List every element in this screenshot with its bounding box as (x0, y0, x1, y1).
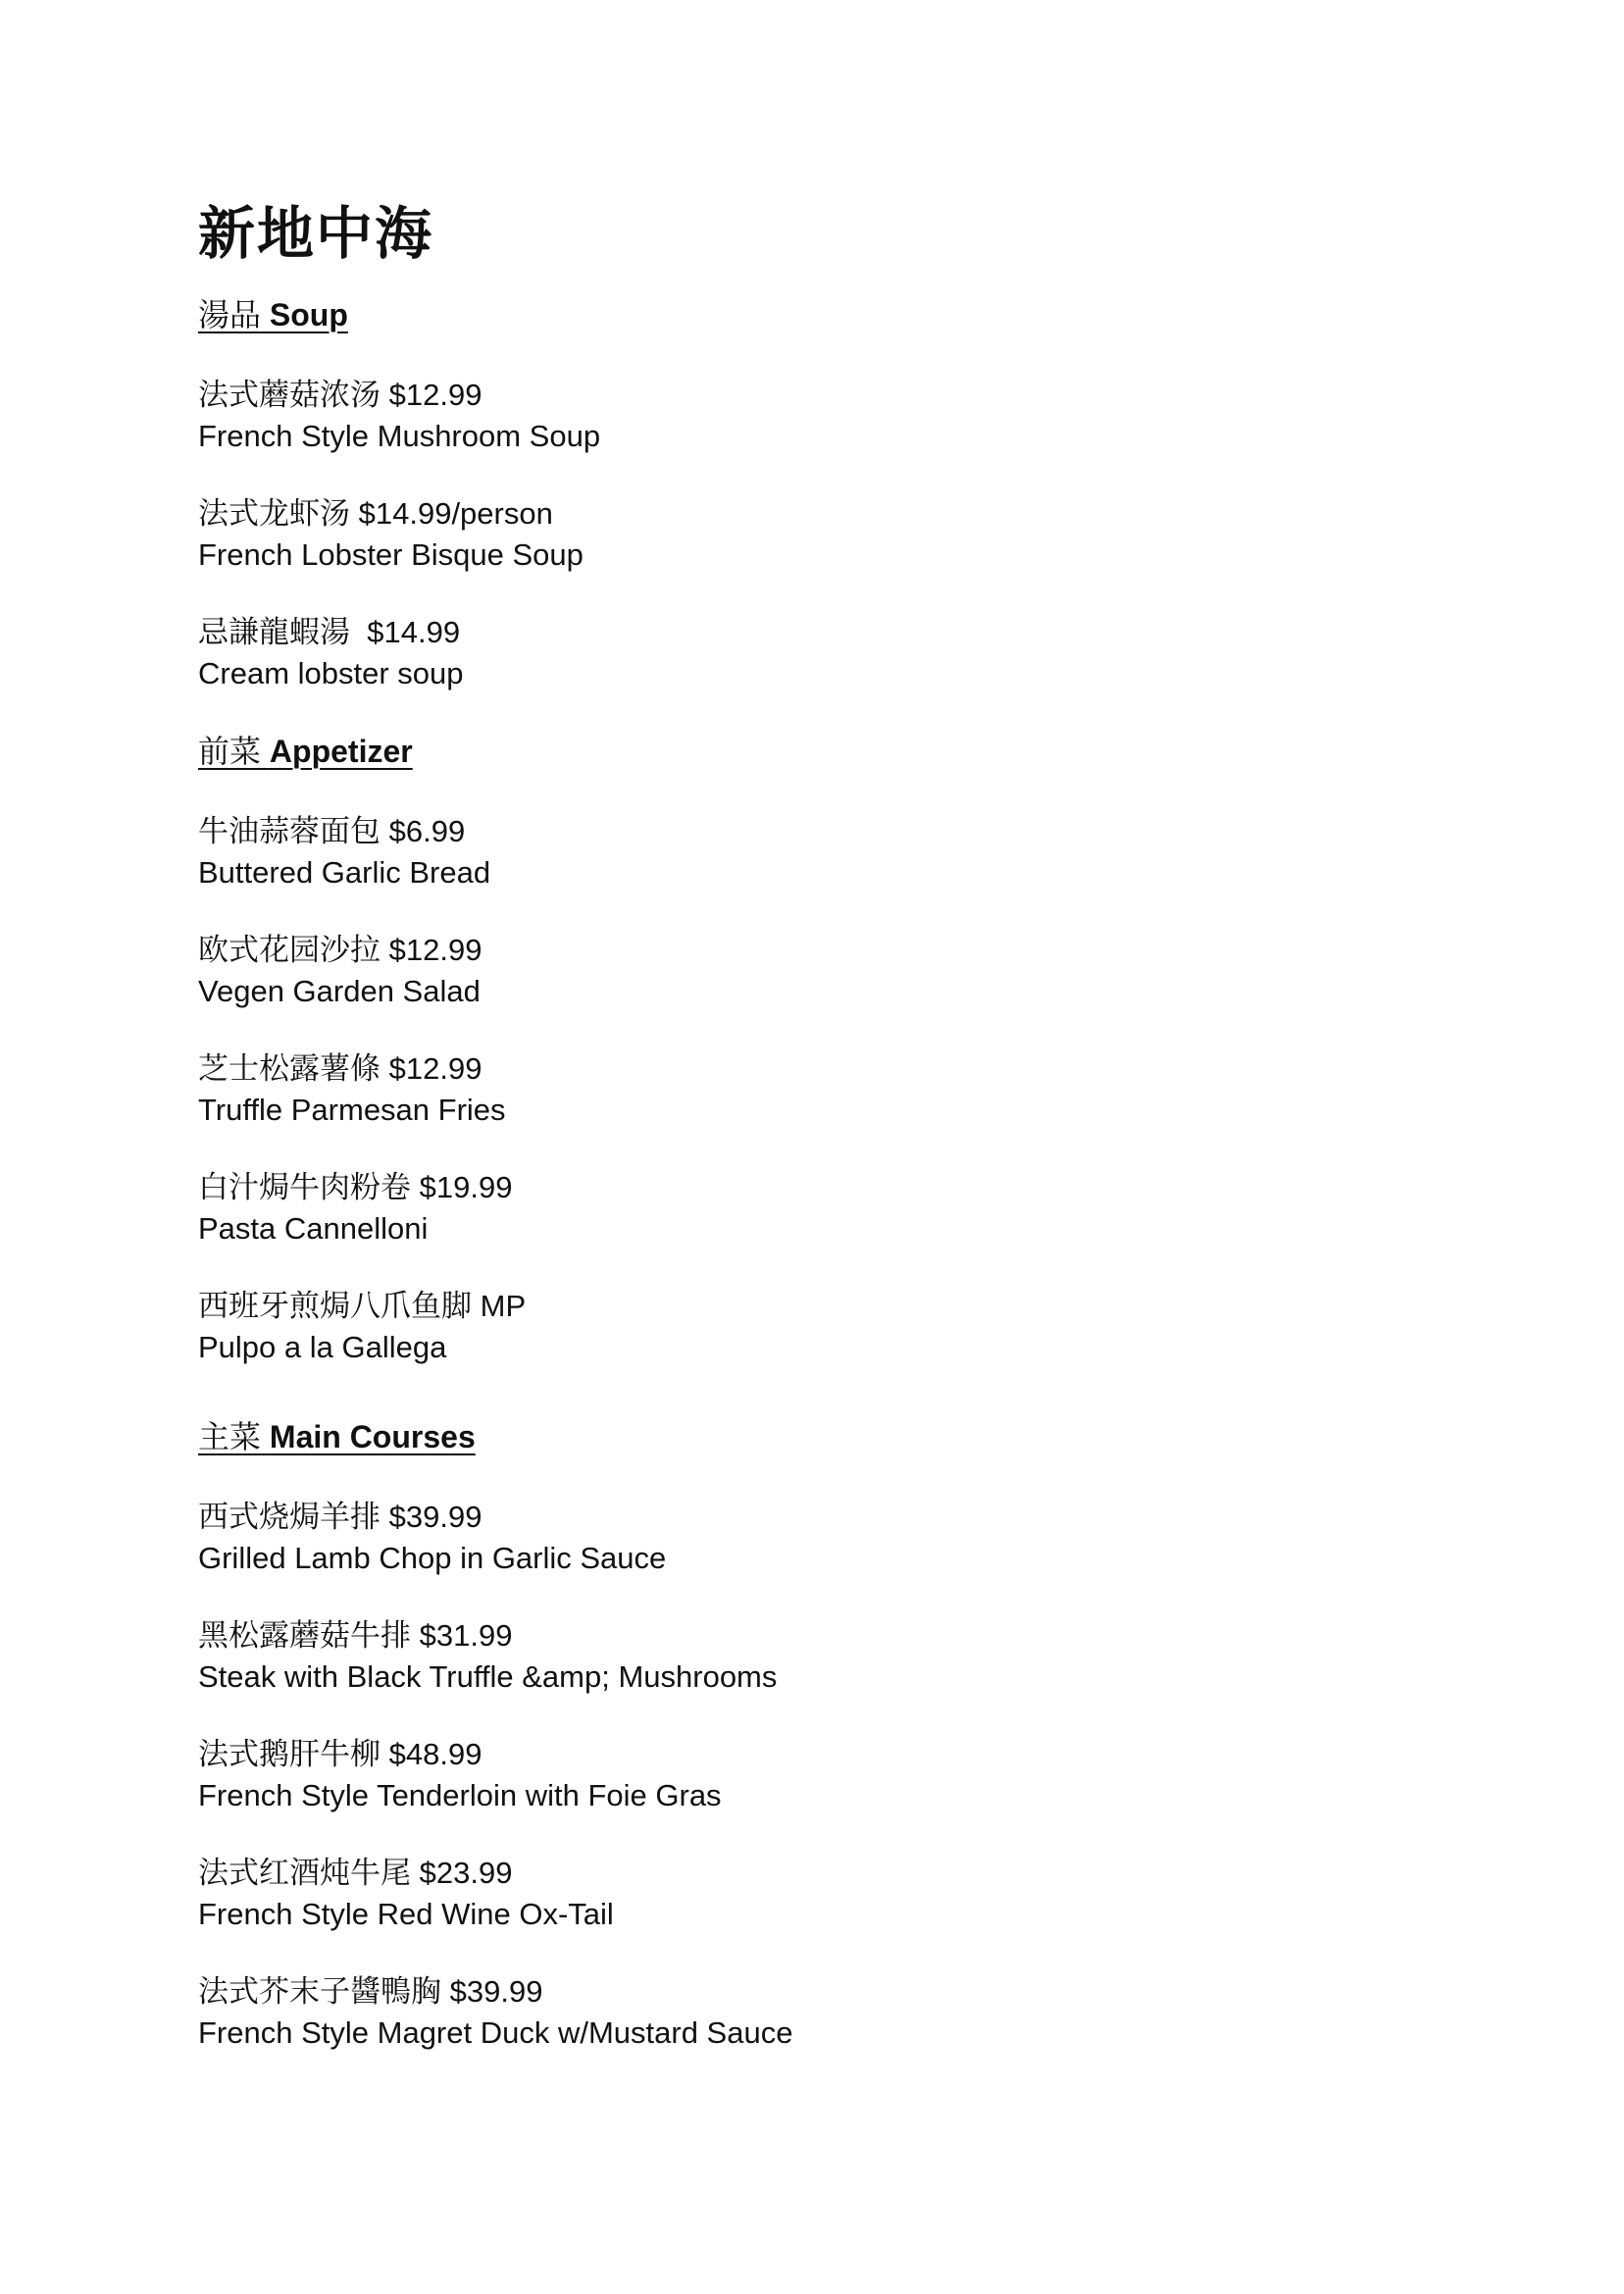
menu-item (198, 1734, 1473, 1815)
menu-item-price: $14.99/person (358, 496, 553, 531)
menu-item-price: MP (480, 1289, 527, 1323)
menu-item-name-zh: 牛油蒜蓉面包 (198, 814, 381, 849)
menu-item (198, 1615, 1473, 1697)
section-heading-zh: 主菜 (198, 1418, 262, 1455)
menu-item-name-en: French Style Tenderloin with Foie Gras (198, 1778, 722, 1812)
menu-item (198, 1971, 1473, 2053)
menu-item-name-zh: 法式芥末子醬鴨胸 (198, 1974, 441, 2010)
section-heading-en: Soup (269, 297, 348, 332)
section-heading-en: Main Courses (269, 1419, 476, 1454)
menu-item-name-en: Cream lobster soup (198, 656, 464, 690)
menu-item-name-en: Grilled Lamb Chop in Garlic Sauce (198, 1541, 667, 1575)
menu-item-name-en: Buttered Garlic Bread (198, 855, 491, 890)
section-soup (198, 294, 1473, 693)
menu-item-price: $39.99 (388, 1500, 482, 1534)
section-heading (198, 294, 1473, 335)
menu-item-name-en: French Style Red Wine Ox-Tail (198, 1897, 614, 1931)
menu-item-name-zh: 芝士松露薯條 (198, 1051, 381, 1087)
menu-item-name-zh: 忌謙龍蝦湯 (198, 615, 350, 650)
menu-item-price: $23.99 (419, 1856, 513, 1890)
menu-item (198, 1167, 1473, 1249)
section-heading (198, 731, 1473, 772)
menu-item-name-zh: 法式龙虾汤 (198, 496, 350, 532)
menu-item-price: $19.99 (419, 1170, 513, 1204)
menu-item-name-en: Steak with Black Truffle &amp; Mushrooms (198, 1659, 778, 1694)
menu-item-name-zh: 白汁焗牛肉粉卷 (198, 1170, 411, 1205)
section-heading-en: Appetizer (269, 734, 413, 769)
menu-item (198, 1497, 1473, 1578)
menu-item (198, 1286, 1473, 1367)
section-main-courses (198, 1416, 1473, 2053)
menu-item (198, 1048, 1473, 1130)
menu-item-price: $12.99 (388, 933, 482, 967)
menu-item-name-en: French Style Magret Duck w/Mustard Sauce (198, 2015, 793, 2050)
menu-page (198, 192, 1473, 2090)
menu-item (198, 375, 1473, 456)
menu-item-name-zh: 法式红酒炖牛尾 (198, 1856, 411, 1891)
menu-item-name-en: Pulpo a la Gallega (198, 1330, 447, 1364)
restaurant-title: 新地中海 (198, 200, 434, 267)
menu-item-price: $39.99 (449, 1974, 543, 2009)
menu-item-price: $48.99 (388, 1737, 482, 1771)
menu-item-price: $14.99 (358, 615, 461, 649)
menu-item (198, 1853, 1473, 1934)
menu-item-price: $12.99 (388, 378, 482, 412)
section-heading-zh: 湯品 (198, 296, 262, 333)
menu-item-name-en: Pasta Cannelloni (198, 1211, 429, 1246)
menu-item (198, 930, 1473, 1011)
menu-item-name-zh: 欧式花园沙拉 (198, 933, 381, 968)
menu-item (198, 493, 1473, 575)
menu-item-name-zh: 西班牙煎焗八爪鱼脚 (198, 1289, 472, 1324)
section-appetizer (198, 731, 1473, 1367)
menu-item (198, 612, 1473, 693)
menu-item-price: $12.99 (388, 1051, 482, 1086)
section-heading-zh: 前菜 (198, 733, 262, 770)
menu-item-name-zh: 西式烧焗羊排 (198, 1500, 381, 1535)
menu-item-name-zh: 法式鹅肝牛柳 (198, 1737, 381, 1772)
menu-item-name-en: Truffle Parmesan Fries (198, 1093, 506, 1127)
menu-item-name-zh: 黑松露蘑菇牛排 (198, 1618, 411, 1654)
menu-item-price: $31.99 (419, 1618, 513, 1653)
menu-item-name-zh: 法式蘑菇浓汤 (198, 378, 381, 413)
menu-item-name-en: French Lobster Bisque Soup (198, 537, 584, 572)
menu-item-name-en: French Style Mushroom Soup (198, 419, 601, 453)
section-heading (198, 1416, 1473, 1457)
menu-item-name-en: Vegen Garden Salad (198, 974, 481, 1008)
menu-item (198, 811, 1473, 892)
menu-item-price: $6.99 (388, 814, 466, 848)
